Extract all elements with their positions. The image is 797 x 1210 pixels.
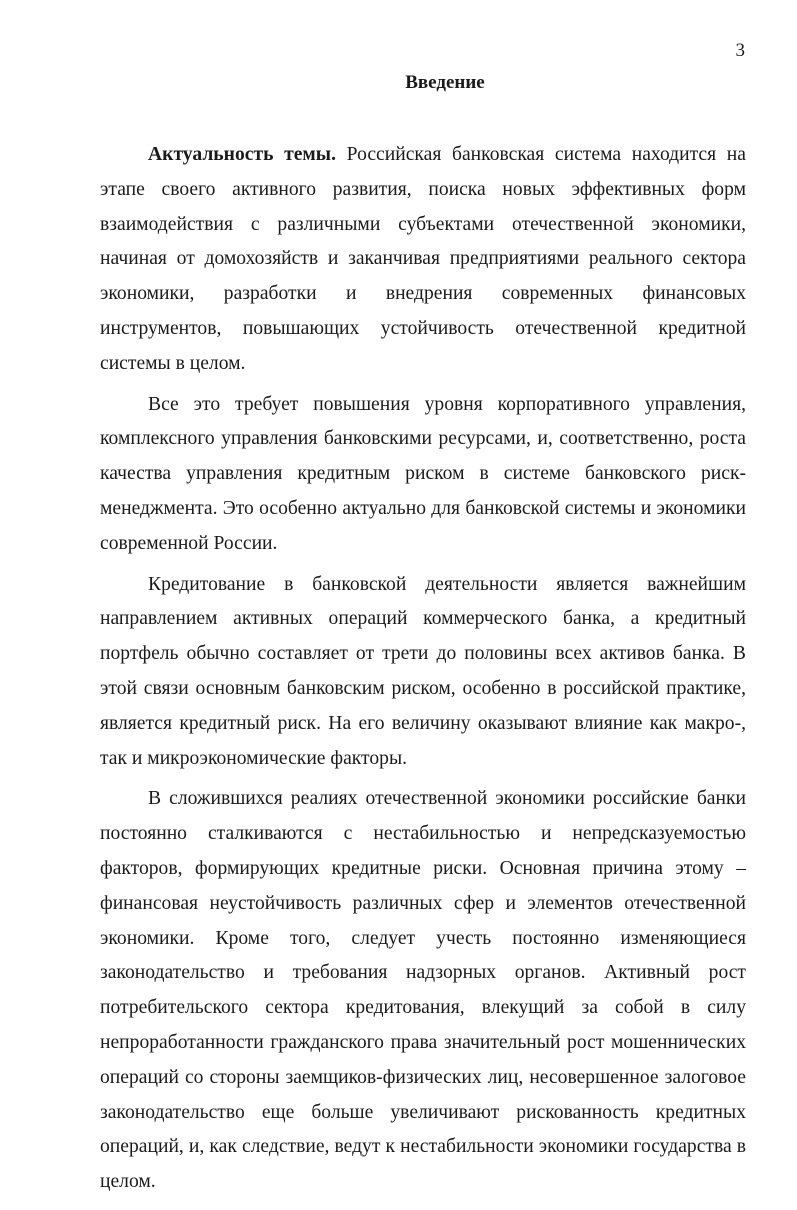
paragraph-lead: Актуальность темы. — [148, 144, 336, 165]
document-body — [100, 138, 746, 1206]
paragraph-relevance — [100, 138, 746, 382]
paragraph-text: Российская банковская система находится на этапе своего активного развития, поиска новых эффективных форм взаимодействия с различными субъектами отечественной экономики, начиная от домохозяйств и заканчивая предприятиями реального сектора экономики, разработки и внедрения современных финансовых инструментов, повышающих устойчивость отечественной кредитной системы в целом. — [100, 144, 746, 374]
page-number: 3 — [735, 40, 745, 61]
paragraph-lending: Кредитование в банковской деятельности является важнейшим направлением активных операций коммерческого банка, а кредитный портфель обычно составляет от трети до половины всех активов банка. В этой связи основным банковским риском, особенно в российской практике, является кредитный риск. На его величину оказывают влияние как макро-, так и микроэкономические факторы. — [100, 573, 746, 769]
section-heading: Введение — [405, 72, 485, 93]
paragraph-management: Все это требует повышения уровня корпоративного управления, комплексного управления банковскими ресурсами, и, соответственно, роста качества управления кредитным риском в системе банковского риск-менеджмента. Это особенно актуально для банковской системы и экономики современной России. — [100, 393, 746, 554]
paragraph-realities: В сложившихся реалиях отечественной экономики российские банки постоянно сталкиваются с нестабильностью и непредсказуемостью факторов, формирующих кредитные риски. Основная причина этому – финансовая неустойчивость различных сфер и элементов отечественной экономики. Кроме того, следует учесть постоянно изменяющиеся законодательство и требования надзорных органов. Активный рост потребительского сектора кредитования, влекущий за собой в силу непроработанности гражданского права значительный рост мошеннических операций со стороны заемщиков-физических лиц, несовершенное залоговое законодательство еще больше увеличивают рискованность кредитных операций, и, как следствие, ведут к нестабильности экономики государства в целом. — [100, 788, 746, 1193]
